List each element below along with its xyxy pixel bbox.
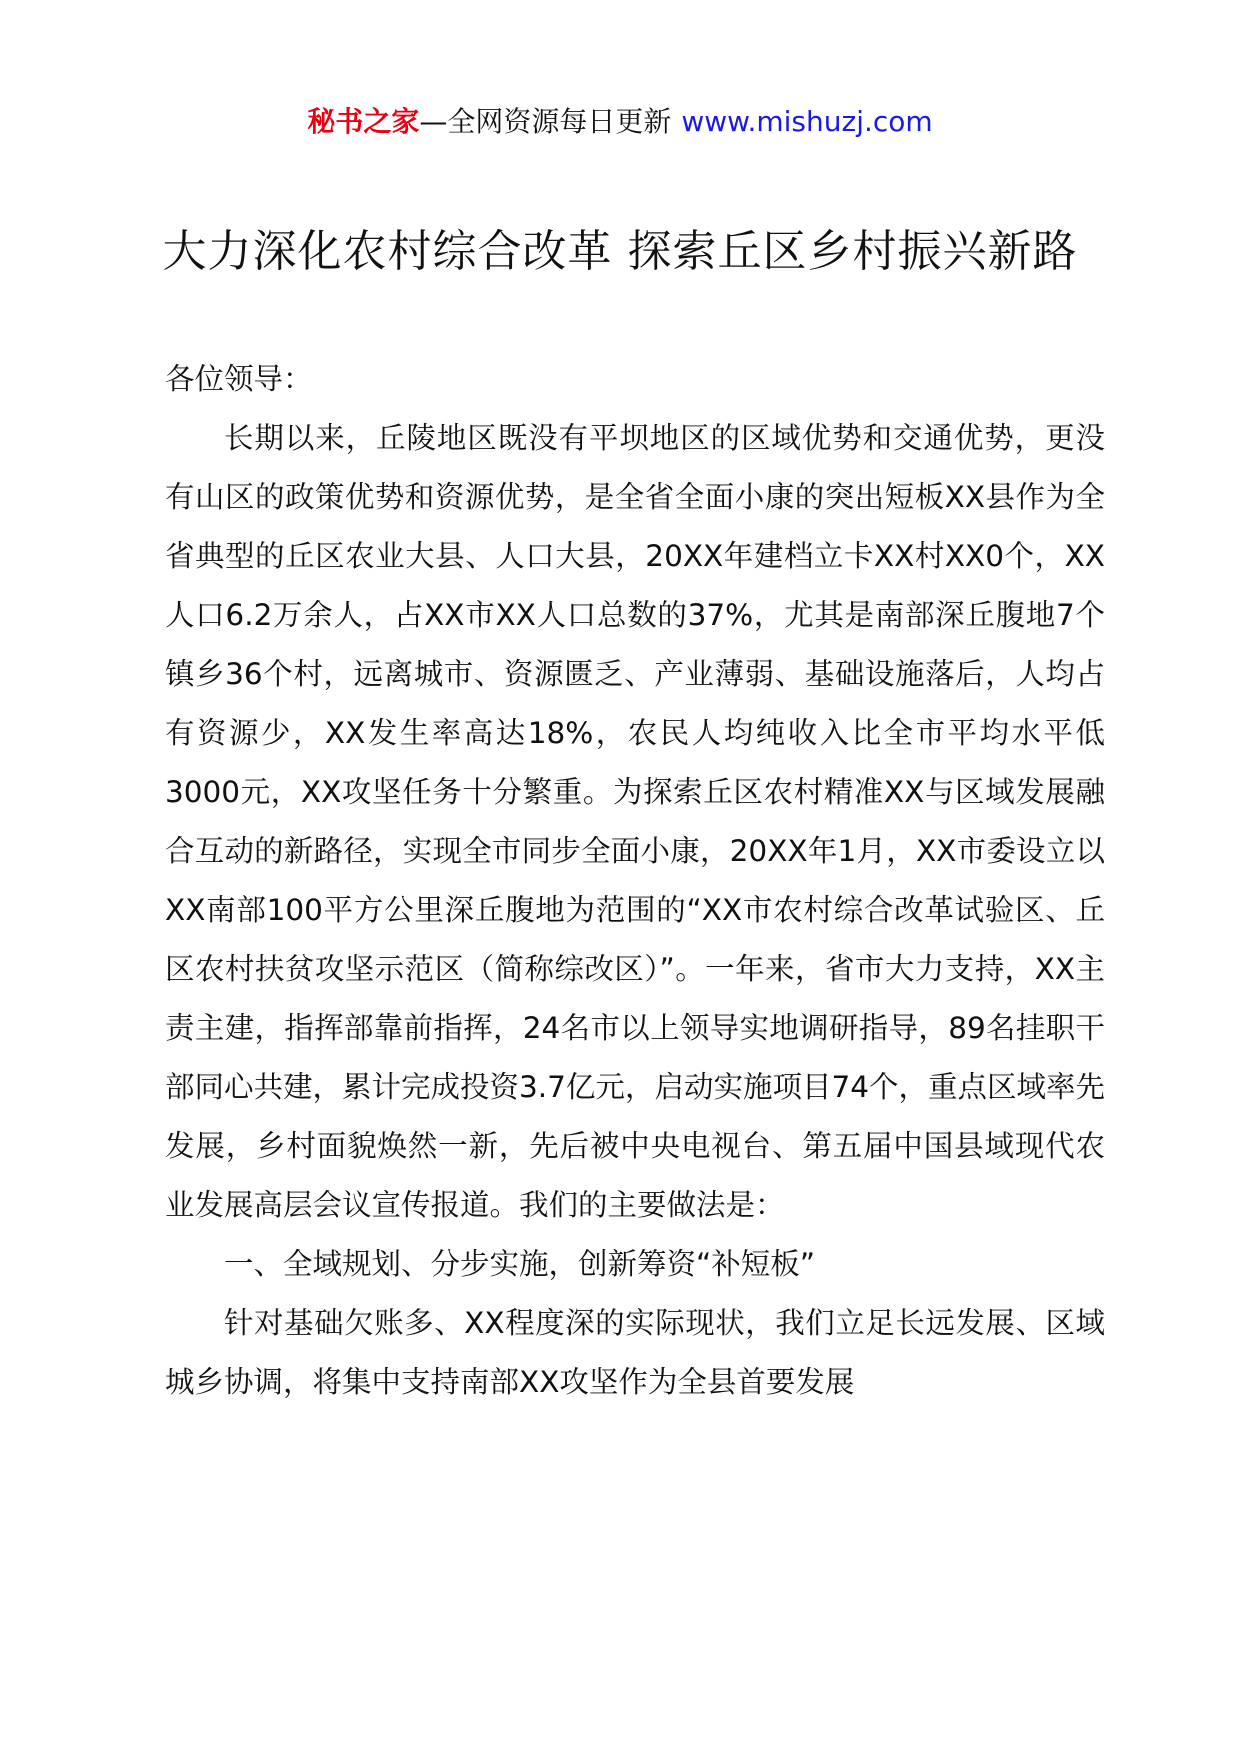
document-body <box>165 350 1105 1412</box>
section-heading-1: 一、全域规划、分步实施，创新筹资“补短板” <box>224 1247 816 1281</box>
salutation: 各位领导： <box>165 362 313 396</box>
brand-name: 秘书之家 <box>307 105 420 138</box>
site-url-link[interactable]: www.mishuzj.com <box>681 105 933 138</box>
header-tagline: —全网资源每日更新 <box>419 105 672 138</box>
paragraph-intro: 长期以来，丘陵地区既没有平坝地区的区域优势和交通优势，更没有山区的政策优势和资源优势，是全省全面小康的突出短板XX县作为全省典型的丘区农业大县、人口大县，20XX年建档立卡XX村XX0个，XX人口6.2万余人，占XX市XX人口总数的37%，尤其是南部深丘腹地7个镇乡36个村，远离城市、资源匮乏、产业薄弱、基础设施落后，人均占有资源少，XX发生率高达18%，农民人均纯收入比全市平均水平低3000元，XX攻坚任务十分繁重。为探索丘区农村精准XX与区域发展融合互动的新路径，实现全市同步全面小康，20XX年1月，XX市委设立以XX南部100平方公里深丘腹地为范围的“XX市农村综合改革试验区、丘区农村扶贫攻坚示范区（简称综改区）”。一年来，省市大力支持，XX主责主建，指挥部靠前指挥，24名市以上领导实地调研指导，89名挂职干部同心共建，累计完成投资3.7亿元，启动实施项目74个，重点区域率先发展，乡村面貌焕然一新，先后被中央电视台、第五届中国县域现代农业发展高层会议宣传报道。我们的主要做法是： <box>165 421 1105 1222</box>
document-title: 大力深化农村综合改革 探索丘区乡村振兴新路 <box>162 226 1078 277</box>
site-header <box>0 102 1240 142</box>
paragraph-section-1: 针对基础欠账多、XX程度深的实际现状，我们立足长远发展、区域城乡协调，将集中支持南部XX攻坚作为全县首要发展 <box>165 1306 1105 1399</box>
